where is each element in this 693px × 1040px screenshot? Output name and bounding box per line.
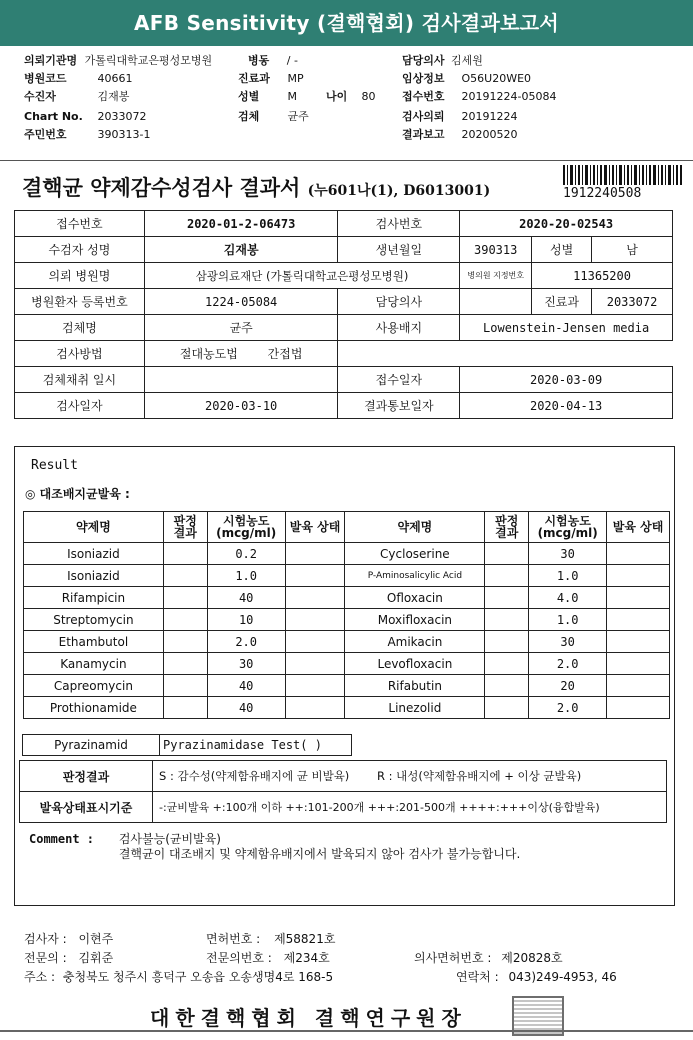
growth-key: 발육상태표시기준	[20, 792, 153, 823]
contact-value: 043)249-4953, 46	[508, 970, 617, 984]
tester-label: 검사자 :	[24, 932, 67, 946]
drug-name: Levofloxacin	[345, 653, 485, 675]
drug-name: Prothionamide	[24, 697, 164, 719]
patient-label: 수진자	[24, 90, 56, 103]
table-row	[24, 587, 670, 609]
col-judge-right: 판정 결과	[485, 512, 529, 543]
medium-value: Lowenstein-Jensen media	[460, 315, 673, 341]
judge-r: R : 내성(약제함유배지에 + 이상 균발육)	[376, 769, 582, 783]
drug-conc: 40	[207, 675, 285, 697]
col-judge-left: 판정 결과	[163, 512, 207, 543]
institute-name: 대한결핵협회 결핵연구원장	[150, 1006, 467, 1030]
medium-label: 사용배지	[338, 315, 460, 341]
sex-label: 성별	[238, 90, 260, 103]
table-row	[24, 565, 670, 587]
collect-value	[144, 367, 338, 393]
drug-conc: 2.0	[207, 631, 285, 653]
name-label: 수검자 성명	[15, 237, 145, 263]
receipt-label: 접수번호	[402, 90, 445, 103]
sex-value: M	[287, 90, 297, 103]
clinic-value: O56U20WE0	[461, 72, 532, 85]
drug-name: Isoniazid	[24, 543, 164, 565]
method-indirect: 간접법	[267, 347, 303, 361]
drug-name: Amikacin	[345, 631, 485, 653]
drug-name: Isoniazid	[24, 565, 164, 587]
sex-value-cell: 남	[592, 237, 673, 263]
method-absolute: 절대농도법	[179, 347, 238, 361]
id-label: 주민번호	[24, 128, 67, 141]
testdate-label: 검사일자	[15, 393, 145, 419]
chart-label: Chart No.	[24, 110, 83, 123]
institution-value: 가톨릭대학교은평성모병원	[84, 54, 213, 67]
report-label: 결과보고	[402, 128, 445, 141]
drug-conc: 20	[529, 675, 607, 697]
collect-label: 검체채취 일시	[15, 367, 145, 393]
spec-no-value: 제234호	[283, 951, 330, 965]
request-label: 검사의뢰	[402, 110, 445, 123]
col-conc-left: 시험농도 (mcg/ml)	[207, 512, 285, 543]
dept-label: 진료과	[238, 72, 270, 85]
judge-s: S : 감수성(약제함유배지에 균 비발육)	[159, 769, 350, 783]
request-value: 20191224	[461, 110, 518, 123]
sex-label-cell: 성별	[532, 237, 592, 263]
report-banner-title: AFB Sensitivity (결핵협회) 검사결과보고서	[0, 0, 693, 46]
receipt-no-value: 2020-01-2-06473	[144, 211, 338, 237]
name-value: 김재봉	[144, 237, 338, 263]
drug-name: Moxifloxacin	[345, 609, 485, 631]
table-row	[24, 631, 670, 653]
table-row	[24, 543, 670, 565]
spec-no-label: 전문의번호 :	[206, 951, 272, 965]
reg-label: 병원환자 등록번호	[15, 289, 145, 315]
drug-conc: 10	[207, 609, 285, 631]
pyrazinamide-table	[22, 734, 352, 756]
comment-line-2: 결핵균이 대조배지 및 약제함유배지에서 발육되지 않아 검사가 불가능합니다.	[118, 847, 521, 861]
header-block	[0, 52, 693, 162]
receipt-no-label: 접수번호	[15, 211, 145, 237]
drug-conc: 30	[529, 543, 607, 565]
drug-name: Rifampicin	[24, 587, 164, 609]
judge-criteria	[153, 761, 667, 792]
method-label: 검사방법	[15, 341, 145, 367]
drug-susceptibility-table	[23, 511, 670, 719]
notify-label: 결과통보일자	[338, 393, 460, 419]
col-growth-right: 발육 상태	[607, 512, 670, 543]
license-value: 제58821호	[274, 932, 336, 946]
form-code: (누601나(1), D6013001)	[307, 183, 491, 199]
tester-value: 이현주	[78, 932, 114, 946]
method-value	[144, 341, 338, 367]
drug-conc: 1.0	[529, 565, 607, 587]
institution-label: 의뢰기관명	[24, 54, 78, 67]
report-value: 20200520	[461, 128, 518, 141]
recv-label: 접수일자	[338, 367, 460, 393]
designated-value: 11365200	[532, 263, 673, 289]
drug-name: Capreomycin	[24, 675, 164, 697]
form-title	[22, 172, 490, 202]
drug-conc: 4.0	[529, 587, 607, 609]
dept-label-cell: 진료과	[532, 289, 592, 315]
col-drug-left: 약제명	[24, 512, 164, 543]
specimen-info-table	[14, 210, 673, 419]
pza-label: Pyrazinamid	[23, 735, 160, 756]
table-row	[24, 653, 670, 675]
address-label: 주소 :	[24, 970, 56, 984]
specimen-value-cell: 균주	[144, 315, 338, 341]
table-row	[24, 697, 670, 719]
doc-license-value: 제20828호	[501, 951, 563, 965]
drug-name: Streptomycin	[24, 609, 164, 631]
growth-criteria: -:균비발육 +:100개 이하 ++:101-200개 +++:201-500개 ++++:+++이상(융합발육)	[153, 792, 667, 823]
comment-line-1: 검사불능(균비발육)	[118, 832, 221, 846]
col-growth-left: 발육 상태	[285, 512, 345, 543]
ward-value: / -	[286, 54, 298, 67]
specialist-value: 김휘준	[78, 951, 114, 965]
contact-label: 연락처 :	[456, 970, 499, 984]
dept-value: MP	[287, 72, 304, 85]
drug-conc: 40	[207, 587, 285, 609]
specimen-label: 검체	[238, 110, 260, 123]
drug-name: Ethambutol	[24, 631, 164, 653]
test-no-label: 검사번호	[338, 211, 460, 237]
col-drug-right: 약제명	[345, 512, 485, 543]
designated-label: 병의원 지정번호	[460, 263, 532, 289]
table-row	[24, 675, 670, 697]
header-divider	[0, 160, 693, 161]
specimen-label-cell: 검체명	[15, 315, 145, 341]
chart-value: 2033072	[97, 110, 147, 123]
drug-conc: 30	[529, 631, 607, 653]
notify-value: 2020-04-13	[460, 393, 673, 419]
control-medium-heading: ◎ 대조배지균발육 :	[25, 487, 130, 501]
hospcode-label: 병원코드	[24, 72, 67, 85]
id-value: 390313-1	[97, 128, 151, 141]
physician-label: 담당의사	[338, 289, 460, 315]
specialist-label: 전문의 :	[24, 951, 67, 965]
reg-value: 1224-05084	[144, 289, 338, 315]
patient-value: 김재봉	[97, 90, 130, 103]
hospital-value: 삼광의료재단 (가톨릭대학교은평성모병원)	[144, 263, 459, 289]
specimen-value: 균주	[287, 110, 309, 123]
drug-conc: 40	[207, 697, 285, 719]
dept-value-cell: 2033072	[592, 289, 673, 315]
doc-license-label: 의사면허번호 :	[414, 951, 492, 965]
license-label: 면허번호 :	[206, 932, 261, 946]
drug-conc: 30	[207, 653, 285, 675]
drug-name: Cycloserine	[345, 543, 485, 565]
form-title-text: 결핵균 약제감수성검사 결과서	[22, 175, 301, 200]
age-label: 나이	[326, 90, 348, 103]
drug-name: Ofloxacin	[345, 587, 485, 609]
physician-value	[460, 289, 532, 315]
drug-name: Kanamycin	[24, 653, 164, 675]
bottom-divider	[0, 1030, 693, 1032]
dob-value: 390313	[460, 237, 532, 263]
clinic-label: 임상정보	[402, 72, 445, 85]
testdate-value: 2020-03-10	[144, 393, 338, 419]
barcode-number: 1912240508	[563, 186, 642, 201]
drug-name: Rifabutin	[345, 675, 485, 697]
drug-conc: 1.0	[207, 565, 285, 587]
drug-name: P-Aminosalicylic Acid	[345, 565, 485, 587]
hospital-label: 의뢰 병원명	[15, 263, 145, 289]
drug-conc: 0.2	[207, 543, 285, 565]
judge-key: 판정결과	[20, 761, 153, 792]
drug-conc: 2.0	[529, 697, 607, 719]
result-heading: Result	[31, 458, 78, 473]
recv-value: 2020-03-09	[460, 367, 673, 393]
address-value: 충청북도 청주시 흥덕구 오송읍 오송생명4로 168-5	[62, 970, 334, 984]
barcode-image	[563, 165, 683, 185]
doctor-value: 김세원	[451, 54, 483, 67]
table-row	[24, 609, 670, 631]
ward-label: 병동	[248, 54, 270, 67]
test-no-value: 2020-20-02543	[460, 211, 673, 237]
hospcode-value: 40661	[97, 72, 133, 85]
legend-table	[19, 760, 667, 823]
drug-conc: 1.0	[529, 609, 607, 631]
result-box	[14, 446, 675, 906]
dob-label: 생년월일	[338, 237, 460, 263]
age-value: 80	[361, 90, 376, 103]
drug-conc: 2.0	[529, 653, 607, 675]
pza-value: Pyrazinamidase Test( )	[160, 735, 352, 756]
drug-name: Linezolid	[345, 697, 485, 719]
receipt-value: 20191224-05084	[461, 90, 557, 103]
col-conc-right: 시험농도 (mcg/ml)	[529, 512, 607, 543]
comment-block	[29, 832, 520, 862]
doctor-label: 담당의사	[402, 54, 445, 67]
comment-label: Comment :	[29, 832, 95, 846]
